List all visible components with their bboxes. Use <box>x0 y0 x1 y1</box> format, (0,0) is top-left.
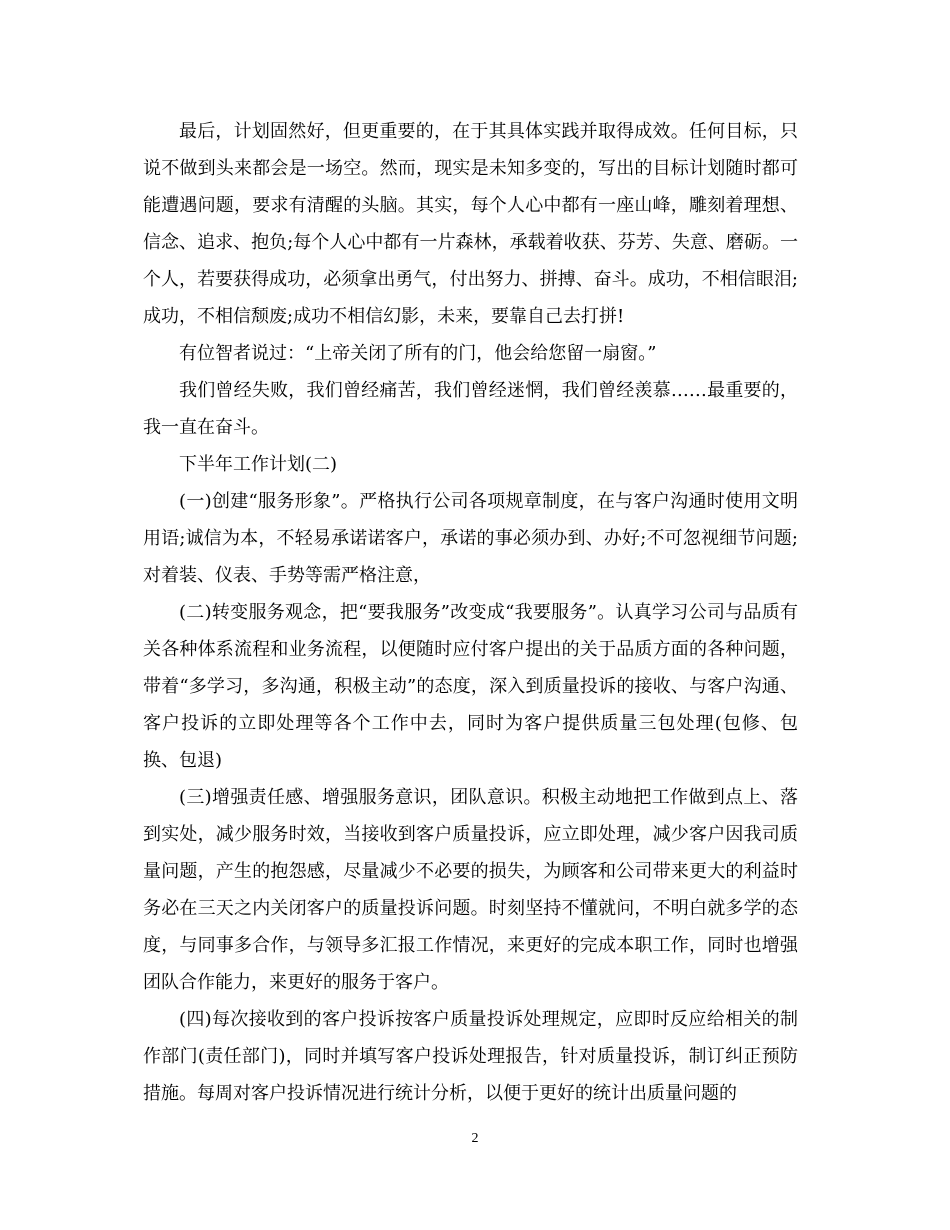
paragraph-item-2: (二)转变服务观念，把“要我服务”改变成“我要服务”。认真学习公司与品质有关各种体系流程和业务流程，以便随时应付客户提出的关于品质方面的各种问题，带着“多学习，多沟通，积极主动”的态度，深入到质量投诉的接收、与客户沟通、客户投诉的立即处理等各个工作中去，同时为客户提供质量三包处理(包修、包换、包退) <box>143 602 798 771</box>
paragraph-struggle: 我们曾经失败，我们曾经痛苦，我们曾经迷惘，我们曾经羡慕……最重要的，我一直在奋斗。 <box>143 380 798 438</box>
page-number: 2 <box>471 1131 479 1146</box>
section-heading: 下半年工作计划(二) <box>179 454 338 475</box>
paragraph-quote: 有位智者说过：“上帝关闭了所有的门，他会给您留一扇窗。” <box>179 343 657 364</box>
paragraph-conclusion: 最后，计划固然好，但更重要的，在于其具体实践并取得成效。任何目标，只说不做到头来都会是一场空。然而，现实是未知多变的，写出的目标计划随时都可能遭遇问题，要求有清醒的头脑。其实，每个人心中都有一座山峰，雕刻着理想、信念、追求、抱负;每个人心中都有一片森林，承载着收获、芬芳、失意、磨砺。一个人，若要获得成功，必须拿出勇气，付出努力、拼搏、奋斗。成功，不相信眼泪;成功，不相信颓废;成功不相信幻影，未来，要靠自己去打拼! <box>143 121 798 327</box>
paragraph-item-1: (一)创建“服务形象”。严格执行公司各项规章制度，在与客户沟通时使用文明用语;诚信为本，不轻易承诺诺客户，承诺的事必须办到、办好;不可忽视细节问题;对着装、仪表、手势等需严格注意， <box>143 491 798 586</box>
document-body <box>143 113 798 1112</box>
paragraph-item-4: (四)每次接收到的客户投诉按客户质量投诉处理规定，应即时反应给相关的制作部门(责任部门)，同时并填写客户投诉处理报告，针对质量投诉，制订纠正预防措施。每周对客户投诉情况进行统计分析，以便于更好的统计出质量问题的 <box>143 1009 798 1104</box>
paragraph-item-3: (三)增强责任感、增强服务意识，团队意识。积极主动地把工作做到点上、落到实处，减少服务时效，当接收到客户质量投诉，应立即处理，减少客户因我司质量问题，产生的抱怨感，尽量减少不必要的损失，为顾客和公司带来更大的利益时务必在三天之内关闭客户的质量投诉问题。时刻坚持不懂就问，不明白就多学的态度，与同事多合作，与领导多汇报工作情况，来更好的完成本职工作，同时也增强团队合作能力，来更好的服务于客户。 <box>143 787 798 993</box>
